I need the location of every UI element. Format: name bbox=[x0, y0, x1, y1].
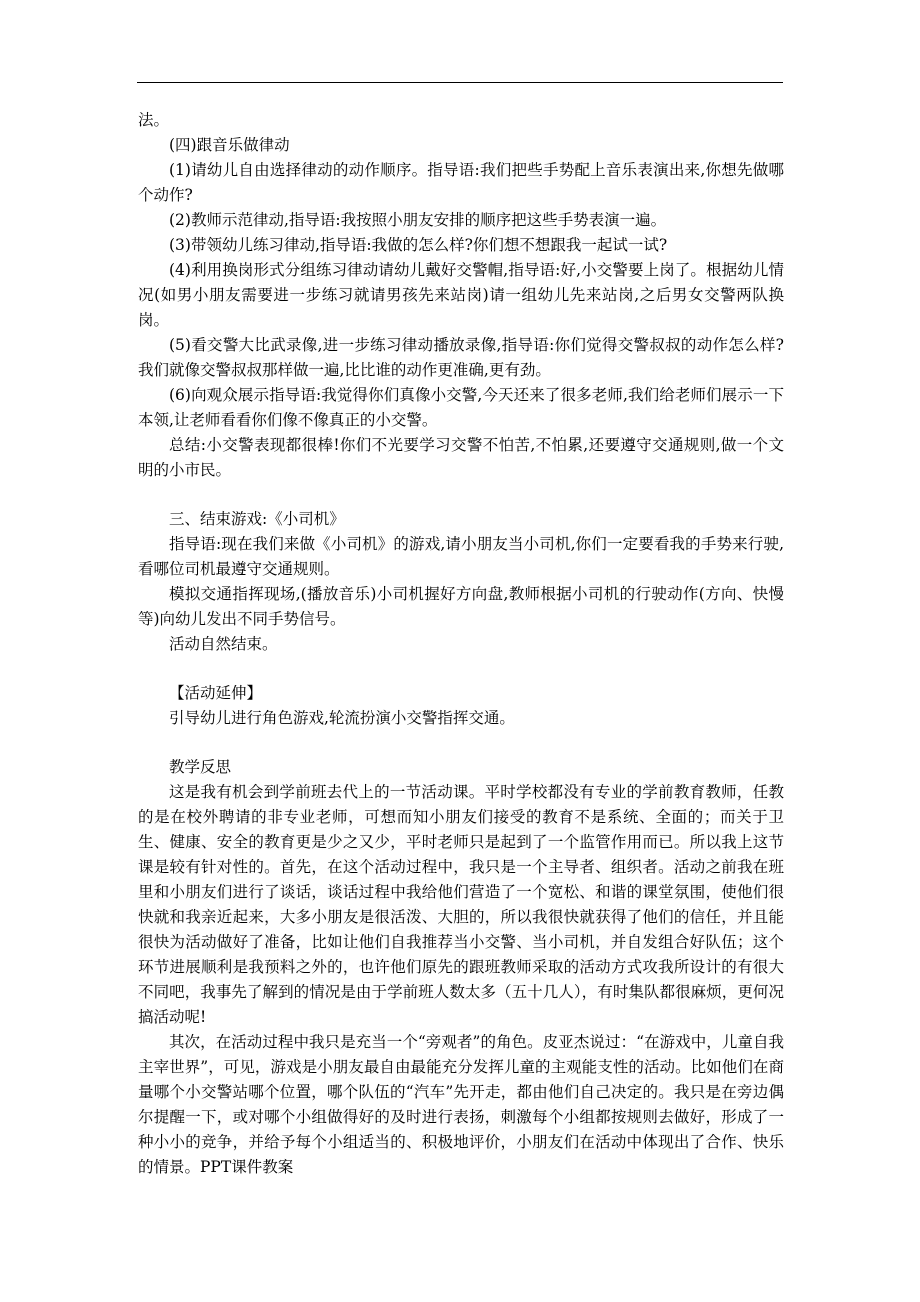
spacer bbox=[138, 657, 784, 681]
reflection-heading: 教学反思 bbox=[169, 758, 232, 776]
extension-text: 引导幼儿进行角色游戏,轮流扮演小交警指挥交通。 bbox=[169, 709, 515, 727]
extension-heading: 【活动延伸】 bbox=[169, 684, 263, 702]
section-4-item-1: (1)请幼儿自由选择律动的动作顺序。指导语:我们把些手势配上音乐表演出来,你想先做哪个动作? bbox=[138, 161, 784, 204]
section-4-heading: (四)跟音乐做律动 bbox=[169, 136, 290, 154]
section-4-item-3: (3)带领幼儿练习律动,指导语:我做的怎么样?你们想不想跟我一起试一试? bbox=[169, 236, 668, 254]
section-3-paragraph-2: 模拟交通指挥现场,(播放音乐)小司机握好方向盘,教师根据小司机的行驶动作(方向、快慢等)向幼儿发出不同手势信号。 bbox=[138, 585, 784, 628]
section-4-item-4: (4)利用换岗形式分组练习律动请幼儿戴好交警帽,指导语:好,小交警要上岗了。根据幼儿情况(如男小朋友需要进一步练习就请男孩先来站岗)请一组幼儿先来站岗,之后男女交警两队换岗。 bbox=[138, 261, 784, 329]
section-4-summary: 总结:小交警表现都很棒!你们不光要学习交警不怕苦,不怕累,还要遵守交通规则,做一个文明的小市民。 bbox=[138, 436, 784, 479]
section-3-heading: 三、结束游戏:《小司机》 bbox=[169, 510, 345, 528]
section-4-item-2: (2)教师示范律动,指导语:我按照小朋友安排的顺序把这些手势表演一遍。 bbox=[169, 211, 667, 229]
document-body bbox=[138, 108, 784, 1180]
spacer bbox=[138, 731, 784, 755]
reflection-paragraph-2: 其次，在活动过程中我只是充当一个“旁观者”的角色。皮亚杰说过：“在游戏中，儿童自我主宰世界”，可见，游戏是小朋友最自由最能充分发挥儿童的主观能支性的活动。比如他们在商量哪个小交警站哪个位置，哪个队伍的“汽车”先开走，都由他们自己决定的。我只是在旁边偶尔提醒一下，或对哪个小组做得好的及时进行表扬，刺激每个小组都按规则去做好，形成了一种小小的竞争，并给予每个小组适当的、积极地评价，小朋友们在活动中体现出了合作、快乐的情景。PPT课件教案 bbox=[138, 1033, 784, 1176]
continuation-text: 法。 bbox=[138, 111, 170, 129]
section-3-paragraph-3: 活动自然结束。 bbox=[169, 635, 278, 653]
spacer bbox=[138, 483, 784, 507]
reflection-paragraph-1: 这是我有机会到学前班去代上的一节活动课。平时学校都没有专业的学前教育教师，任教的是在校外聘请的非专业老师，可想而知小朋友们接受的教育不是系统、全面的；而关于卫生、健康、安全的教育更是少之又少，平时老师只是起到了一个监管作用而已。所以我上这节课是较有针对性的。首先，在这个活动过程中，我只是一个主导者、组织者。活动之前我在班里和小朋友们进行了谈话，谈话过程中我给他们营造了一个宽松、和谐的课堂氛围，使他们很快就和我亲近起来，大多小朋友是很活泼、大胆的，所以我很快就获得了他们的信任，并且能很快为活动做好了准备，比如让他们自我推荐当小交警、当小司机，并自发组合好队伍；这个环节进展顺利是我预料之外的，也许他们原先的跟班教师采取的活动方式攻我所设计的有很大不同吧，我事先了解到的情况是由于学前班人数太多（五十几人），有时集队都很麻烦，更何况搞活动呢! bbox=[138, 783, 784, 1026]
section-4-item-6: (6)向观众展示指导语:我觉得你们真像小交警,今天还来了很多老师,我们给老师们展示一下本领,让老师看看你们像不像真正的小交警。 bbox=[138, 386, 784, 429]
section-4-item-5: (5)看交警大比武录像,进一步练习律动播放录像,指导语:你们觉得交警叔叔的动作怎么样?我们就像交警叔叔那样做一遍,比比谁的动作更准确,更有劲。 bbox=[138, 336, 784, 379]
header-rule bbox=[137, 82, 783, 83]
section-3-paragraph-1: 指导语:现在我们来做《小司机》的游戏,请小朋友当小司机,你们一定要看我的手势来行驶,看哪位司机最遵守交通规则。 bbox=[138, 535, 784, 578]
